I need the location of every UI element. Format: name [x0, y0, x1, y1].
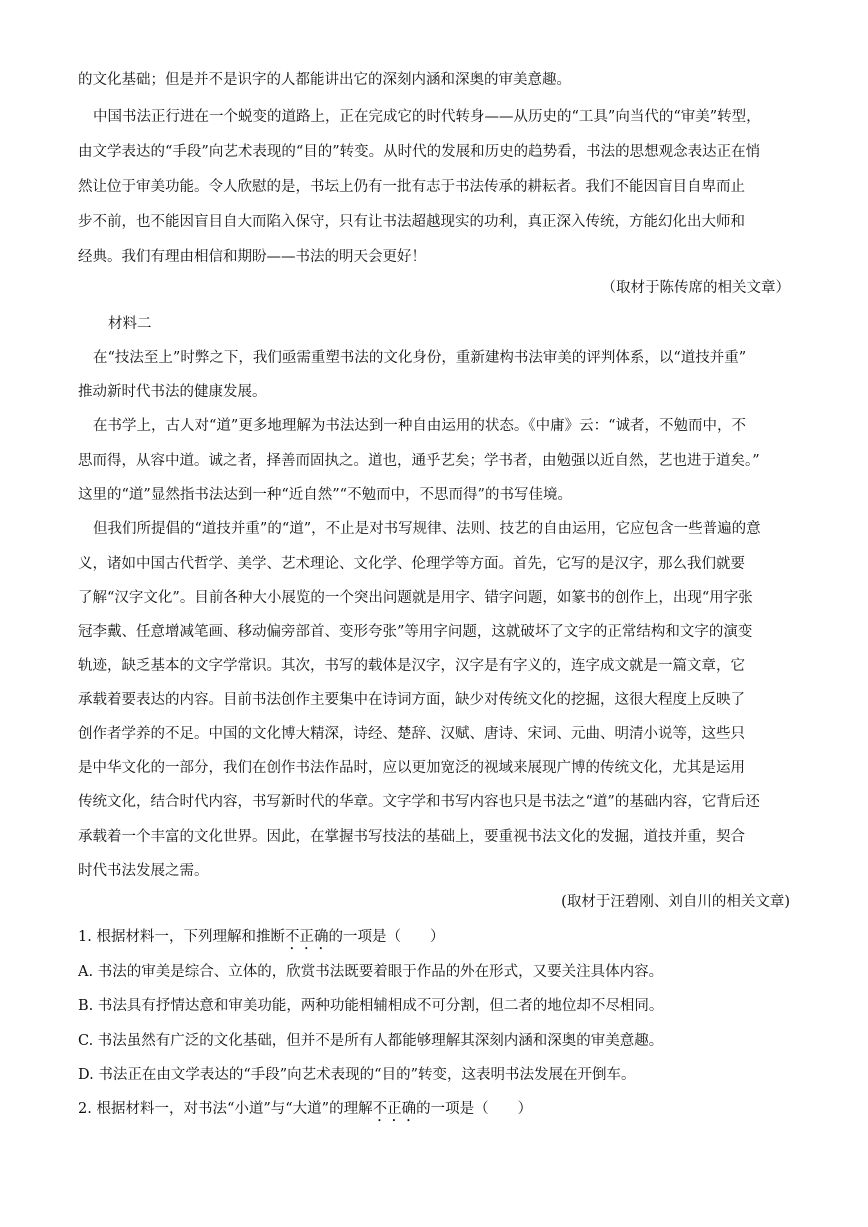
paragraph-line: 思而得，从容中道。诚之者，择善而固执之。道也，通乎艺矣；学书者，由勉强以近自然，艺也进于道矣。” — [78, 453, 760, 469]
paragraph-line: 冠李戴、任意增减笔画、移动偏旁部首、变形夸张”等用字问题，这就破坏了文字的正常结构和文字的演变 — [78, 624, 753, 640]
paragraph-line: 承载着一个丰富的文化世界。因此，在掌握书写技法的基础上，要重视书法文化的发掘，道技并重，契合 — [78, 829, 745, 845]
emphasis-text: 不正确 — [284, 929, 329, 945]
emphasis-text: 不正确 — [372, 1101, 417, 1117]
paragraph-line: 了解“汉字文化”。目前各种大小展览的一个突出问题就是用字、错字问题，如篆书的创作上，出现“用字张 — [78, 590, 753, 606]
paragraph-line: 由文学表达的“手段”向艺术表现的“目的”转变。从时代的发展和历史的趋势看，书法的思想观念表达正在悄 — [78, 144, 761, 160]
source-citation: (取材于汪碧刚、刘自川的相关文章) — [561, 894, 790, 910]
paragraph-line: 轨迹，缺乏基本的文字学常识。其次，书写的载体是汉字，汉字是有字义的，连字成文就是一篇文章，它 — [78, 658, 745, 674]
question-stem-text: 的一项是（ ） — [416, 1101, 533, 1117]
answer-option-c: C. 书法虽然有广泛的文化基础，但并不是所有人都能够理解其深刻内涵和深奥的审美意趣。 — [78, 1033, 664, 1049]
paragraph-line: 经典。我们有理由相信和期盼——书法的明天会更好！ — [78, 249, 426, 265]
question-stem-text: 1. 根据材料一，下列理解和推断 — [78, 929, 285, 945]
question-stem-text: 2. 根据材料一，对书法“小道”与“大道”的理解 — [78, 1101, 373, 1117]
answer-option-b: B. 书法具有抒情达意和审美功能，两种功能相辅相成不可分割，但二者的地位却不尽相同。 — [78, 998, 664, 1014]
section-heading: 材料二 — [108, 316, 152, 332]
paragraph-line: 传统文化，结合时代内容，书写新时代的华章。文字学和书写内容也只是书法之“道”的基础内容，它背后还 — [78, 794, 760, 810]
paragraph-line: 时代书法发展之需。 — [78, 863, 209, 879]
paragraph-line: 是中华文化的一部分，我们在创作书法作品时，应以更加宽泛的视域来展现广博的传统文化，尤其是运用 — [78, 760, 745, 776]
paragraph-line: 但我们所提倡的“道技并重”的“道”，不止是对书写规律、法则、技艺的自由运用，它应包含一些普遍的意 — [93, 521, 761, 537]
paragraph-line: 义，诸如中国古代哲学、美学、艺术理论、文化学、伦理学等方面。首先，它写的是汉字，那么我们就要 — [78, 556, 745, 572]
answer-option-d: D. 书法正在由文学表达的“手段”向艺术表现的“目的”转变，这表明书法发展在开倒车。 — [78, 1067, 636, 1083]
paragraph-line: 这里的“道”显然指书法达到一种“近自然”“不勉而中，不思而得”的书写佳境。 — [78, 487, 572, 503]
paragraph-line: 然让位于审美功能。令人欣慰的是，书坛上仍有一批有志于书法传承的耕耘者。我们不能因盲目自卑而止 — [78, 179, 745, 195]
answer-option-a: A. 书法的审美是综合、立体的，欣赏书法既要着眼于作品的外在形式，又要关注具体内容。 — [78, 964, 664, 980]
paragraph-line: 推动新时代书法的健康发展。 — [78, 384, 267, 400]
source-citation: （取材于陈传席的相关文章） — [601, 280, 790, 296]
paragraph-line: 承载着要表达的内容。目前书法创作主要集中在诗词方面，缺少对传统文化的挖掘，这很大程度上反映了 — [78, 692, 745, 708]
paragraph-line: 在“技法至上”时弊之下，我们亟需重塑书法的文化身份，重新建构书法审美的评判体系，以“道技并重” — [93, 350, 747, 366]
paragraph-line: 中国书法正行进在一个蜕变的道路上，正在完成它的时代转身——从历史的“工具”向当代的“审美”转型， — [93, 109, 761, 125]
question-stem — [78, 1099, 532, 1125]
paragraph-line: 创作者学养的不足。中国的文化博大精深，诗经、楚辞、汉赋、唐诗、宋词、元曲、明清小说等，这些只 — [78, 726, 745, 742]
paragraph-line: 的文化基础；但是并不是识字的人都能讲出它的深刻内涵和深奥的审美意趣。 — [78, 72, 571, 88]
question-stem-text: 的一项是（ ） — [328, 929, 445, 945]
question-stem — [78, 927, 444, 953]
paragraph-line: 在书学上，古人对“道”更多地理解为书法达到一种自由运用的状态。《中庸》云：“诚者，不勉而中，不 — [93, 418, 746, 434]
paragraph-line: 步不前，也不能因盲目自大而陷入保守，只有让书法超越现实的功利，真正深入传统，方能幻化出大师和 — [78, 214, 745, 230]
